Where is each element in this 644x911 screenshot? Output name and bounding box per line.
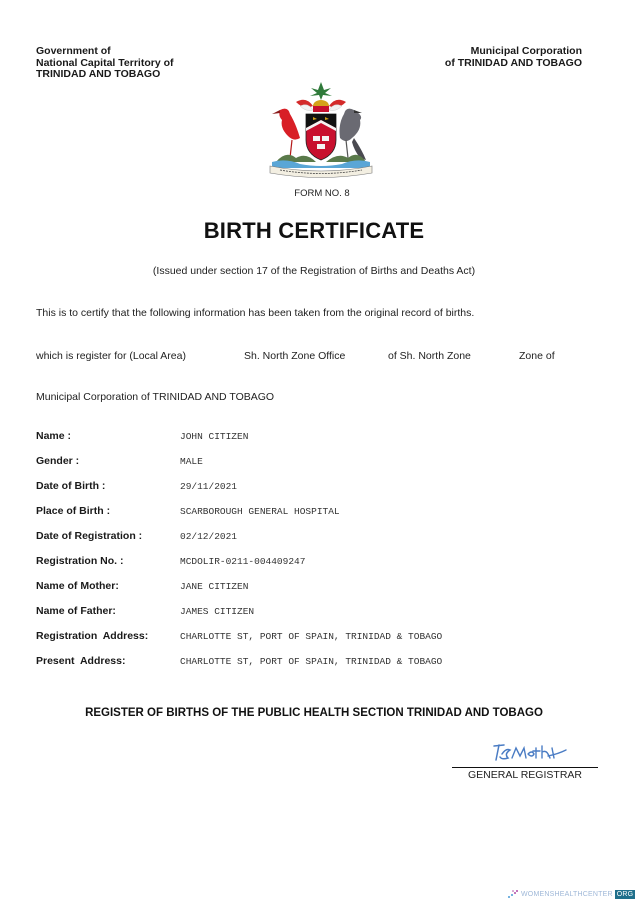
detail-label: Name : <box>36 430 72 442</box>
municipal-line: Municipal Corporation of TRINIDAD AND TOBAGO <box>36 391 275 403</box>
header-left-line1: Government of <box>36 45 111 57</box>
detail-value: MALE <box>180 456 203 467</box>
detail-label: Place of Birth : <box>36 505 111 517</box>
detail-label: Name of Father: <box>36 605 116 617</box>
detail-label: Registration Address: <box>36 630 149 642</box>
header-left-line3: TRINIDAD AND TOBAGO <box>36 68 161 80</box>
detail-value: 02/12/2021 <box>180 531 238 542</box>
header-left-line2: National Capital Territory of <box>36 56 174 69</box>
signature-line <box>452 767 598 768</box>
header-left <box>36 46 174 81</box>
watermark-dots-icon <box>507 889 519 899</box>
signature-label: GENERAL REGISTRAR <box>468 769 582 781</box>
header-right-line2: of TRINIDAD AND TOBAGO <box>444 56 582 69</box>
watermark-text: WOMENSHEALTHCENTER <box>521 890 613 898</box>
detail-label: Gender : <box>36 455 80 467</box>
detail-value: 29/11/2021 <box>180 481 238 492</box>
register-statement: REGISTER OF BIRTHS OF THE PUBLIC HEALTH SECTION TRINIDAD AND TOBAGO <box>85 707 543 719</box>
detail-value: SCARBOROUGH GENERAL HOSPITAL <box>180 506 340 517</box>
local-area-zone-of: Zone of <box>519 350 555 362</box>
detail-value: CHARLOTTE ST, PORT OF SPAIN, TRINIDAD & TOBAGO <box>180 631 443 642</box>
detail-label: Present Address: <box>36 655 126 667</box>
local-area-zone: of Sh. North Zone <box>388 350 471 362</box>
watermark <box>507 887 635 901</box>
header-right <box>445 46 582 69</box>
detail-value: JAMES CITIZEN <box>180 606 255 617</box>
detail-label: Registration No. : <box>36 555 124 567</box>
detail-value: JANE CITIZEN <box>180 581 249 592</box>
signature-icon <box>488 740 568 764</box>
detail-label: Date of Birth : <box>36 480 106 492</box>
detail-value: CHARLOTTE ST, PORT OF SPAIN, TRINIDAD & TOBAGO <box>180 656 443 667</box>
local-area-prefix: which is register for (Local Area) <box>36 350 186 362</box>
certify-statement: This is to certify that the following information has been taken from the original record of births. <box>36 307 475 319</box>
document-subtitle: (Issued under section 17 of the Registration of Births and Deaths Act) <box>152 265 476 277</box>
form-number: FORM NO. 8 <box>294 188 350 199</box>
local-area-office: Sh. North Zone Office <box>244 350 346 362</box>
detail-value: MCDOLIR-0211-004409247 <box>180 556 306 567</box>
detail-label: Date of Registration : <box>36 530 143 542</box>
coat-of-arms-icon <box>266 80 376 178</box>
detail-label: Name of Mother: <box>36 580 119 592</box>
document-title: BIRTH CERTIFICATE <box>203 218 425 243</box>
watermark-badge: ORG <box>616 890 634 898</box>
detail-value: JOHN CITIZEN <box>180 431 249 442</box>
header-right-line1: Municipal Corporation <box>470 45 582 57</box>
